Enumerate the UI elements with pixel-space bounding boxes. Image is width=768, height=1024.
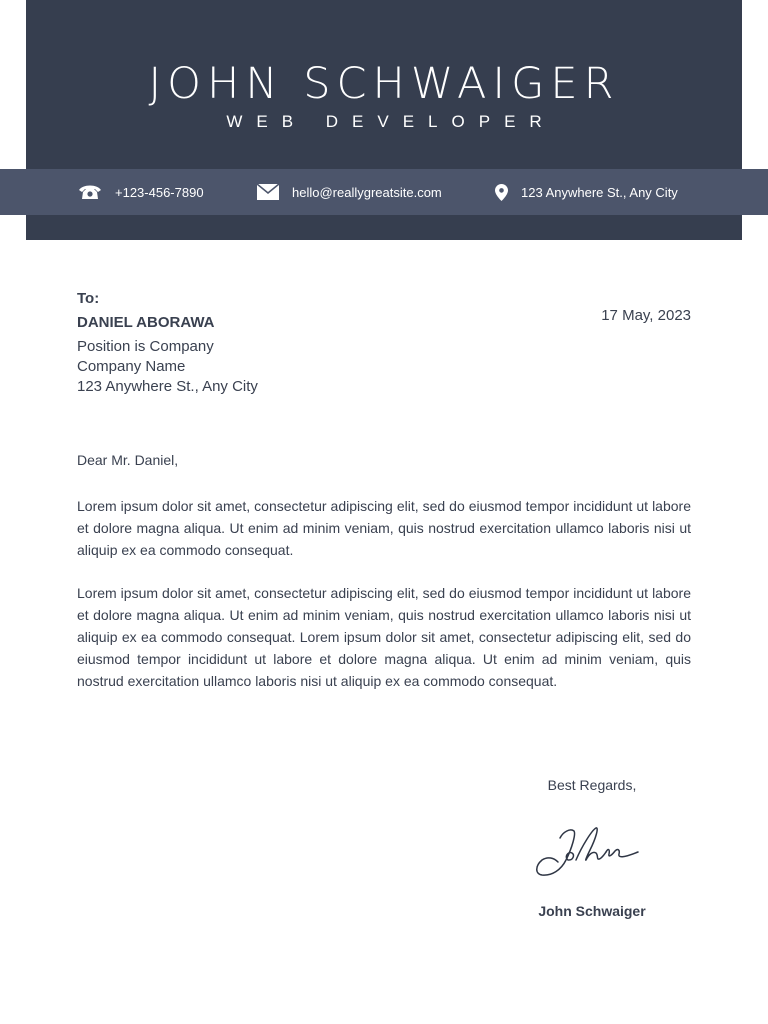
recipient-address: 123 Anywhere St., Any City [77, 378, 258, 395]
phone-number: +123-456-7890 [115, 184, 204, 200]
applicant-name: JOHN SCHWAIGER [148, 59, 620, 109]
body-paragraph-1: Lorem ipsum dolor sit amet, consectetur adipiscing elit, sed do eiusmod tempor incididunt ut labore et dolore magna aliqua. Ut enim ad minim veniam, quis nostrud exercitation ullamco laboris nisi ut aliquip ex ea commodo consequat. [77, 498, 691, 558]
body-paragraph-2: Lorem ipsum dolor sit amet, consectetur adipiscing elit, sed do eiusmod tempor incididunt ut labore et dolore magna aliqua. Ut enim ad minim veniam, quis nostrud exercitation ullamco laboris nisi ut aliquip ex ea commodo consequat. Lorem ipsum dolor sit amet, consectetur adipiscing elit, sed do eiusmod tempor incididunt ut labore et dolore magna aliqua. Ut enim ad minim veniam, quis nostrud exercitation ullamco laboris nisi ut aliquip ex ea commodo consequat. [77, 585, 691, 689]
signature [530, 818, 645, 884]
recipient-position: Position is Company [77, 338, 214, 355]
contact-email [257, 169, 442, 215]
contact-address [495, 169, 678, 215]
contact-bar [0, 169, 768, 215]
recipient-name: DANIEL ABORAWA [77, 314, 215, 331]
letter-date: 17 May, 2023 [601, 307, 691, 324]
recipient-details [77, 337, 258, 397]
contact-phone [77, 169, 204, 215]
closing: Best Regards, [547, 777, 637, 793]
to-label: To: [77, 290, 100, 307]
location-pin-icon [495, 184, 508, 201]
salutation: Dear Mr. Daniel, [77, 452, 179, 468]
recipient-company: Company Name [77, 358, 186, 375]
street-address: 123 Anywhere St., Any City [521, 184, 678, 200]
email-address: hello@reallygreatsite.com [292, 184, 442, 200]
envelope-icon [257, 184, 279, 200]
job-title: WEB DEVELOPER [226, 112, 556, 131]
phone-icon [77, 184, 103, 200]
signer-name: John Schwaiger [538, 903, 646, 919]
